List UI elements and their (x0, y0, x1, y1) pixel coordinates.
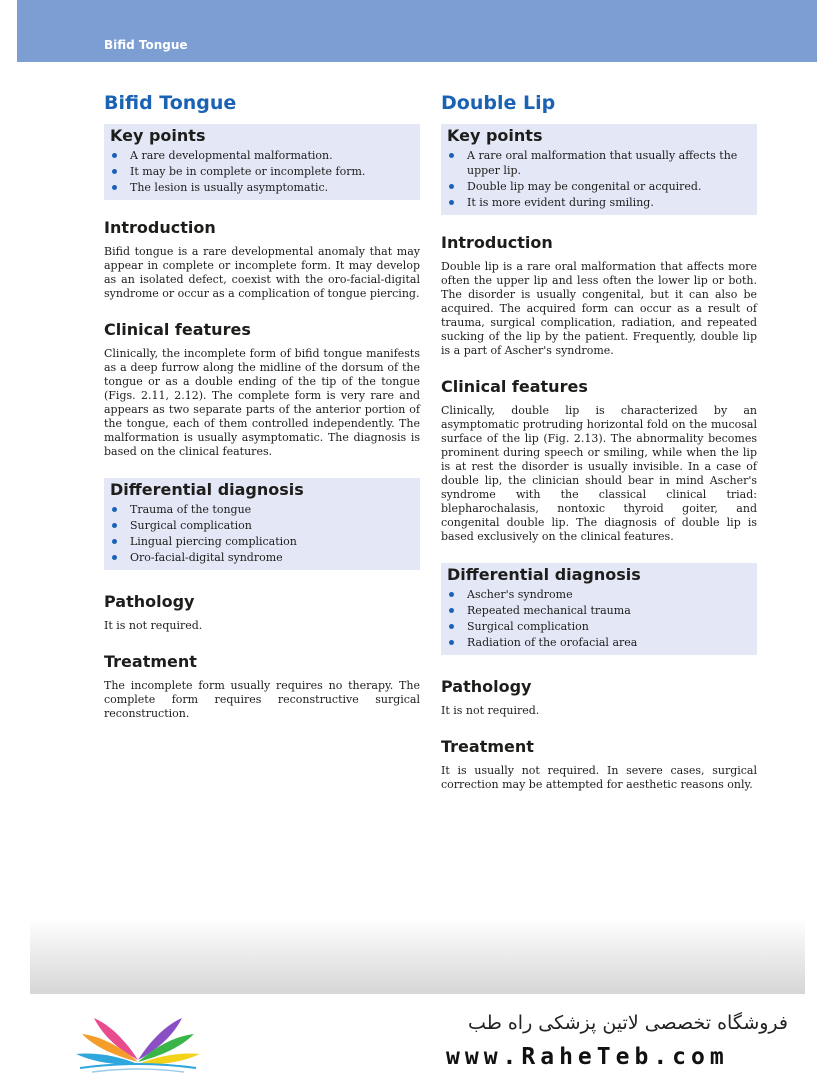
list-item: Oro-facial-digital syndrome (110, 550, 414, 565)
running-head: Bifid Tongue (104, 38, 188, 52)
key-points-title: Key points (110, 126, 206, 145)
differential-box (104, 478, 420, 570)
list-item: Surgical complication (110, 518, 414, 533)
section-heading-clinical: Clinical features (441, 377, 588, 396)
key-points-title: Key points (447, 126, 543, 145)
key-points-list (447, 148, 751, 210)
store-name: فروشگاه تخصصی لاتین پزشکی راه طب (468, 1012, 788, 1034)
list-item: Lingual piercing complication (110, 534, 414, 549)
section-heading-pathology: Pathology (104, 592, 195, 611)
clinical-text: Clinically, the incomplete form of bifid tongue manifests as a deep furrow along the midline of the dorsum of the tongue or as a double ending of the tip of the tongue (Figs. 2.11, 2.12). The complete form is very rare and appears as two separate parts of the anterior portion of the tongue, each of them controlled independently. The malformation is usually asymptomatic. The diagnosis is based on the clinical features. (104, 347, 420, 458)
introduction-text: Double lip is a rare oral malformation that affects more often the upper lip and less often the lower lip or both. The disorder is usually congenital, but it can also be acquired. The acquired form can occur as a result of trauma, surgical complication, radiation, and repeated sucking of the lip by the patient. Frequently, double lip is a part of Ascher's syndrome. (441, 260, 757, 357)
pathology-text: It is not required. (104, 619, 203, 632)
list-item: Surgical complication (447, 619, 751, 634)
list-item: Repeated mechanical trauma (447, 603, 751, 618)
introduction-text: Bifid tongue is a rare developmental anomaly that may appear in complete or incomplete form. It may develop as an isolated defect, coexist with the oro-facial-digital syndrome or occur as a complication of tongue piercing. (104, 245, 420, 300)
differential-box (441, 563, 757, 655)
page-bottom-shadow (30, 918, 805, 994)
differential-list (110, 502, 414, 565)
left-column (104, 92, 420, 740)
treatment-text: It is usually not required. In severe cases, surgical correction may be attempted for aesthetic reasons only. (441, 764, 757, 791)
open-book-rainbow-icon (72, 1008, 204, 1076)
article-title: Bifid Tongue (104, 92, 237, 114)
key-points-box (104, 124, 420, 200)
list-item: Double lip may be congenital or acquired. (447, 179, 751, 194)
list-item: It is more evident during smiling. (447, 195, 751, 210)
pathology-text: It is not required. (441, 704, 540, 717)
list-item: It may be in complete or incomplete form. (110, 164, 414, 179)
list-item: Ascher's syndrome (447, 587, 751, 602)
section-heading-pathology: Pathology (441, 677, 532, 696)
clinical-text: Clinically, double lip is characterized by an asymptomatic protruding horizontal fold on the mucosal surface of the lip (Fig. 2.13). The abnormality becomes prominent during speech or smiling, while when the lip is at rest the disorder is usually invisible. In a case of double lip, the clinician should bear in mind Ascher's syndrome with the classical clinical triad: blepharochalasis, nontoxic thyroid goiter, and congenital double lip. The diagnosis of double lip is based exclusively on the clinical features. (441, 404, 757, 543)
section-heading-introduction: Introduction (441, 233, 553, 252)
differential-list (447, 587, 751, 650)
treatment-text: The incomplete form usually requires no therapy. The complete form requires reconstructive surgical reconstruction. (104, 679, 420, 720)
section-heading-introduction: Introduction (104, 218, 216, 237)
list-item: A rare oral malformation that usually affects the upper lip. (447, 148, 751, 178)
differential-title: Differential diagnosis (447, 565, 641, 584)
article-title: Double Lip (441, 92, 556, 114)
header-band (17, 0, 817, 62)
list-item: Radiation of the orofacial area (447, 635, 751, 650)
list-item: The lesion is usually asymptomatic. (110, 180, 414, 195)
section-heading-treatment: Treatment (104, 652, 197, 671)
right-column (441, 92, 757, 811)
key-points-box (441, 124, 757, 215)
key-points-list (110, 148, 414, 195)
section-heading-clinical: Clinical features (104, 320, 251, 339)
list-item: Trauma of the tongue (110, 502, 414, 517)
differential-title: Differential diagnosis (110, 480, 304, 499)
section-heading-treatment: Treatment (441, 737, 534, 756)
store-url[interactable]: www.RaheTeb.com (446, 1044, 729, 1070)
list-item: A rare developmental malformation. (110, 148, 414, 163)
